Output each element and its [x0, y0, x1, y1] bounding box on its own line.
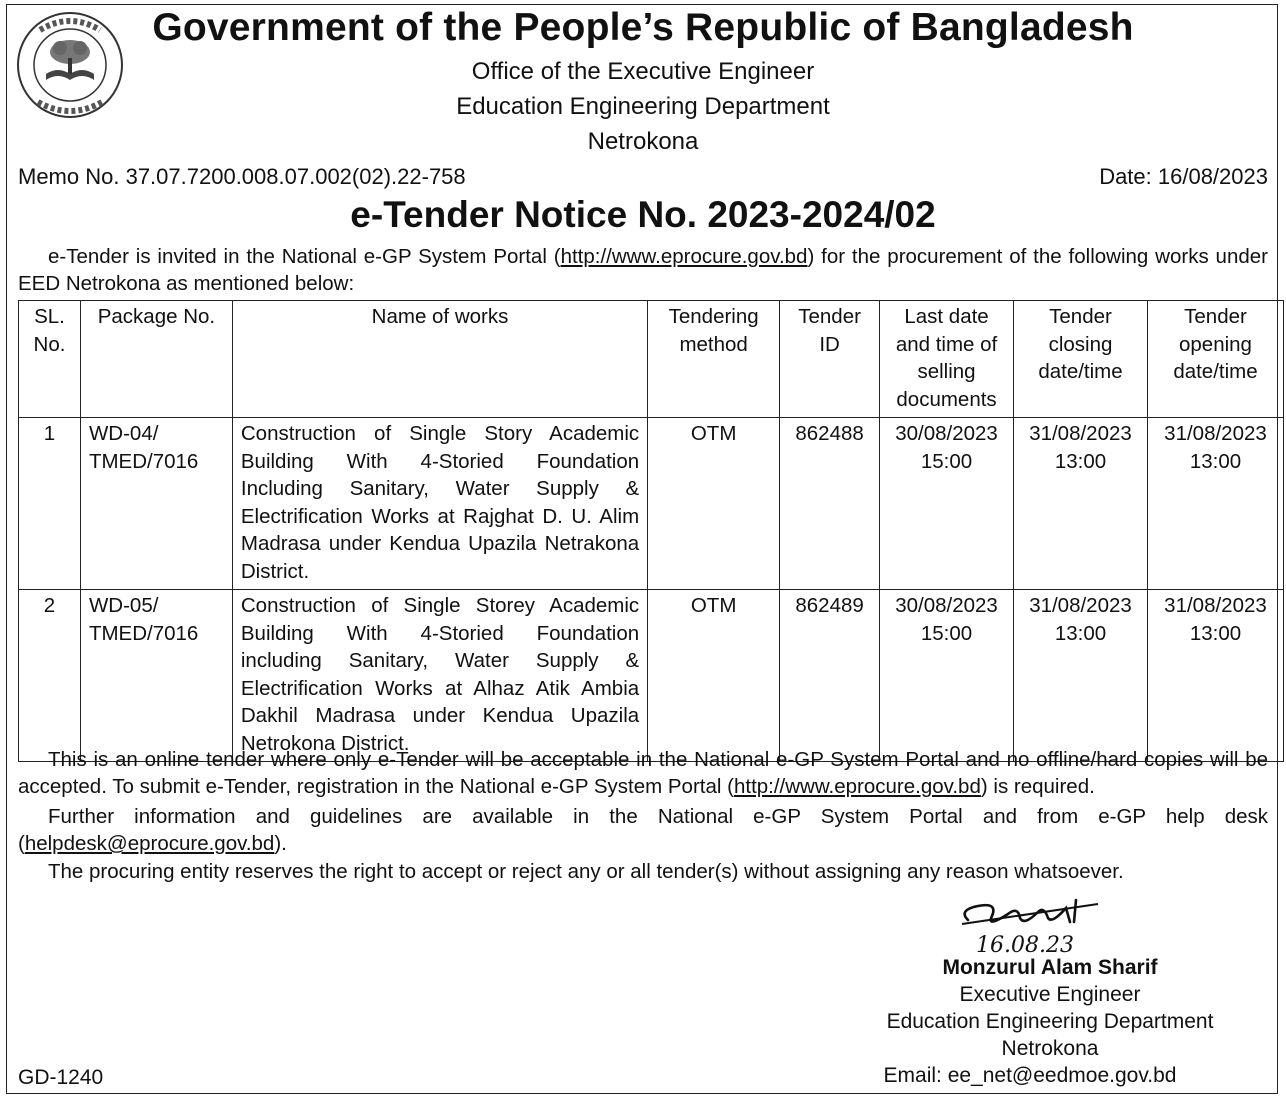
cell-last-date: 30/08/2023 15:00	[880, 418, 1014, 590]
cell-package: WD-04/ TMED/7016	[80, 418, 232, 590]
helpdesk-email-link[interactable]: helpdesk@eprocure.gov.bd	[24, 832, 275, 855]
cell-package: WD-05/ TMED/7016	[80, 590, 232, 762]
intro-paragraph: e-Tender is invited in the National e-GP System Portal (http://www.eprocure.gov.bd) for the procurement of the following works under EED Netrokona as mentioned below:	[18, 245, 1268, 295]
cell-sl: 1	[19, 418, 81, 590]
government-title: Government of the People’s Republic of Bangladesh	[152, 6, 1134, 49]
footer-code: GD-1240	[18, 1066, 104, 1089]
svg-text:16.08.23: 16.08.23	[976, 933, 1074, 958]
cell-method: OTM	[648, 418, 780, 590]
notice-date: Date: 16/08/2023	[1099, 164, 1268, 189]
header-last-date: Last date and time of selling documents	[880, 301, 1014, 418]
further-info-paragraph: Further information and guidelines are available in the National e-GP System Portal and from e-GP help desk (helpdesk@eprocure.gov.bd).	[18, 805, 1268, 855]
reservation-paragraph: The procuring entity reserves the right to accept or reject any or all tender(s) without assigning any reason whatsoever.	[48, 860, 1124, 883]
cell-tender-id: 862488	[780, 418, 880, 590]
cell-opening: 31/08/2023 13:00	[1147, 590, 1283, 762]
cell-method: OTM	[648, 590, 780, 762]
signatory-department: Education Engineering Department	[886, 1010, 1214, 1033]
table-row	[19, 590, 1284, 762]
cell-sl: 2	[19, 590, 81, 762]
header-package: Package No.	[80, 301, 232, 418]
header-closing: Tender closing date/time	[1014, 301, 1148, 418]
cell-name-of-works: Construction of Single Story Academic Building With 4-Storied Foundation Including Sanitary, Water Supply & Electrification Works at Rajghat D. U. Alim Madrasa under Kendua Upazila Netrakona District.	[232, 418, 647, 590]
header-name-of-works: Name of works	[232, 301, 647, 418]
signatory-name: Monzurul Alam Sharif	[942, 956, 1158, 979]
header-tender-id: Tender ID	[780, 301, 880, 418]
table-row	[19, 418, 1284, 590]
signature-image	[948, 892, 1138, 962]
signatory-designation: Executive Engineer	[959, 983, 1141, 1006]
tender-table	[18, 300, 1284, 762]
office-name: Office of the Executive Engineer	[471, 58, 815, 85]
table-header-row	[19, 301, 1284, 418]
online-tender-paragraph: This is an online tender where only e-Tender will be acceptable in the National e-GP System Portal and no offline/hard copies will be accepted. To submit e-Tender, registration in the National e-GP System Portal (http://www.eprocure.gov.bd) is required.	[18, 748, 1268, 798]
cell-tender-id: 862489	[780, 590, 880, 762]
eprocure-link[interactable]: http://www.eprocure.gov.bd	[560, 245, 808, 268]
header-tendering-method: Tendering method	[648, 301, 780, 418]
header-sl: SL. No.	[19, 301, 81, 418]
memo-number: Memo No. 37.07.7200.008.07.002(02).22-758	[18, 164, 466, 189]
notice-title: e-Tender Notice No. 2023-2024/02	[350, 194, 936, 235]
department-name: Education Engineering Department	[456, 93, 830, 120]
cell-opening: 31/08/2023 13:00	[1147, 418, 1283, 590]
office-location: Netrokona	[587, 128, 699, 155]
cell-closing: 31/08/2023 13:00	[1014, 590, 1148, 762]
header-opening: Tender opening date/time	[1147, 301, 1283, 418]
eprocure-link[interactable]: http://www.eprocure.gov.bd	[733, 775, 981, 798]
cell-last-date: 30/08/2023 15:00	[880, 590, 1014, 762]
cell-name-of-works: Construction of Single Storey Academic Building With 4-Storied Foundation including Sanitary, Water Supply & Electrification Works at Alhaz Atik Ambia Dakhil Madrasa under Kendua Upazila Netrokona District.	[232, 590, 647, 762]
signatory-location: Netrokona	[1001, 1037, 1099, 1060]
signatory-email: Email: ee_net@eedmoe.gov.bd	[883, 1064, 1177, 1087]
cell-closing: 31/08/2023 13:00	[1014, 418, 1148, 590]
